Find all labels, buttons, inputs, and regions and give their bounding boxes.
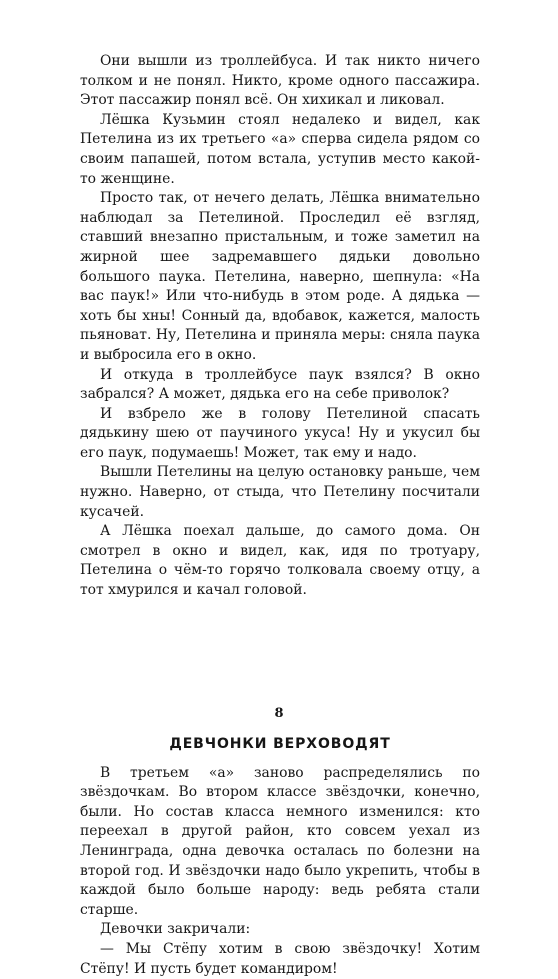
paragraph: Девочки закричали: bbox=[100, 921, 251, 938]
dialogue-paragraph: — Мы Стёпу хотим в свою звёздочку! Хотим Стёпу! И пусть будет командиром! bbox=[80, 940, 480, 977]
paragraph: И откуда в троллейбусе паук взялся? В окно забрался? А может, дядька его на себе приволок? bbox=[80, 366, 480, 403]
paragraph: Вышли Петелины на целую остановку раньше, чем нужно. Наверно, от стыда, что Петелину посчитали кусачей. bbox=[80, 464, 480, 520]
chapter-title: ДЕВЧОНКИ ВЕРХОВОДЯТ bbox=[169, 735, 391, 752]
paragraph: Они вышли из троллейбуса. И так никто ничего толком и не понял. Никто, кроме одного пассажира. Этот пассажир понял всё. Он хихикал и ликовал. bbox=[80, 53, 480, 109]
chapter-section bbox=[80, 764, 480, 979]
paragraph: Просто так, от нечего делать, Лёшка внимательно наблюдал за Петелиной. Проследил её взгляд, ставший внезапно пристальным, и тоже заметил на жирной шее задремавшего дядьки довольно большого паука. Петелина, наверно, шепнула: «На вас паук!» Или что-нибудь в этом роде. А дядька — хоть бы хны! Сонный да, вдобавок, кажется, малость пьяноват. Ну, Петелина и приняла меры: сняла паука и выбросила его в окно. bbox=[80, 190, 480, 363]
story-section bbox=[80, 52, 480, 601]
paragraph: И взбрело же в голову Петелиной спасать дядькину шею от паучиного укуса! Ну и укусил бы его паук, подумаешь! Может, так ему и надо. bbox=[80, 405, 480, 461]
book-page bbox=[80, 52, 480, 979]
paragraph: А Лёшка поехал дальше, до самого дома. Он смотрел в окно и видел, как, идя по тротуару, Петелина о чём-то горячо толковала своему отцу, а тот хмурился и качал головой. bbox=[80, 523, 480, 599]
page-number: 8 bbox=[274, 706, 284, 721]
paragraph: Лёшка Кузьмин стоял недалеко и видел, как Петелина из их третьего «а» сперва сидела рядом со своим папашей, потом встала, уступив место какой-то женщине. bbox=[80, 111, 480, 187]
paragraph: В третьем «а» заново распределялись по звёздочкам. Во втором классе звёздочки, конечно, были. Но состав класса немного изменился: кто переехал в другой район, кто совсем уехал из Ленинграда, одна девочка осталась по болезни на второй год. И звёздочки надо было укрепить, чтобы в каждой было больше народу: ведь ребята стали старше. bbox=[80, 764, 480, 918]
